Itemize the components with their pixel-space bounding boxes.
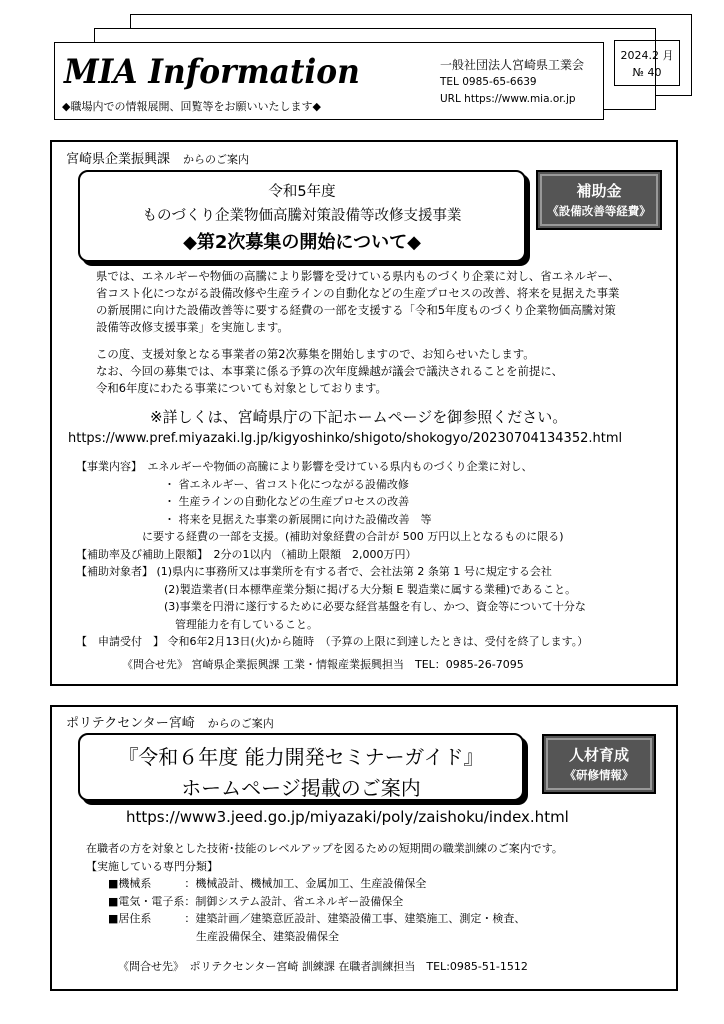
section2-title-notice: ホームページ掲載のご案内 xyxy=(181,776,421,800)
intro-line: の新展開に向けた設備改善等に要する経費の一部を支援する「令和5年度ものづくり企業物価高騰対策 xyxy=(96,303,616,317)
newsletter-title: MIA Information xyxy=(64,52,360,92)
detail-line: ・ 将来を見据えた事業の新展開に向けた設備改善 等 xyxy=(76,512,432,526)
section1-title-box xyxy=(78,170,526,262)
section1-details xyxy=(76,458,672,651)
detail-line: ・ 生産ラインの自動化などの生産プロセスの改善 xyxy=(76,495,410,508)
badge-training-sub: 《研修情報》 xyxy=(564,768,634,782)
training-line: 生産設備保全、建築設備保全 xyxy=(86,929,339,943)
training-line: ■電気・電子系：制御システム設計、省エネルギー設備保全 xyxy=(86,894,404,908)
announce-line: なお、今回の募集では、本事業に係る予算の次年度繰越が議会で議決されることを前提に、 xyxy=(96,364,564,378)
section2-from-org: ポリテクセンター宮崎 xyxy=(66,716,195,731)
detail-line: 【補助対象者】 (1)県内に事務所又は事業所を有する者で、会社法第 2 条第 1 号に規定する会社 xyxy=(76,565,552,578)
training-line: 在職者の方を対象とした技術･技能のレベルアップを図るための短期間の職業訓練のご案内です。 xyxy=(86,842,563,855)
issue-number: № 40 xyxy=(632,66,662,79)
section1-intro xyxy=(96,268,666,336)
badge-subsidy-title: 補助金 xyxy=(576,182,622,200)
section2-from-suffix: からのご案内 xyxy=(207,717,274,730)
intro-line: 県では、エネルギーや物価の高騰により影響を受けている県内ものづくり企業に対し、省エネルギー、 xyxy=(96,269,620,283)
badge-subsidy-sub: 《設備改善等経費》 xyxy=(547,204,651,218)
intro-line: 設備等改修支援事業」を実施します。 xyxy=(96,320,289,334)
training-line: ■居住系 ：建築計画／建築意匠設計、建築設備工事、建築施工、測定・検査、 xyxy=(86,912,526,925)
announce-line: 令和6年度にわたる事業についても対象としております。 xyxy=(96,381,387,395)
detail-line: (3)事業を円滑に遂行するために必要な経営基盤を有し、かつ、資金等について十分な xyxy=(76,600,586,613)
section1-title-year: 令和5年度 xyxy=(268,184,336,200)
section2-title-guide: 『令和６年度 能力開発セミナーガイド』 xyxy=(118,745,484,769)
section2-contact: 《問合せ先》 ポリテクセンター宮崎 訓練課 在職者訓練担当 TEL:0985-51-1512 xyxy=(118,960,528,973)
training-line: ■機械系 ：機械設計、機械加工、金属加工、生産設備保全 xyxy=(86,877,427,890)
section2-link[interactable]: https://www3.jeed.go.jp/miyazaki/poly/zaishoku/index.html xyxy=(126,808,569,826)
detail-line: 管理能力を有していること。 xyxy=(76,617,318,631)
section2-from xyxy=(66,712,274,731)
section1-from-org: 宮崎県企業振興課 xyxy=(66,152,171,167)
section1-from xyxy=(66,148,249,167)
section2-title-box xyxy=(78,733,524,801)
section1-title-recruit: ◆第2次募集の開始について◆ xyxy=(183,232,421,253)
detail-line: 【事業内容】 エネルギーや物価の高騰により影響を受けている県内ものづくり企業に対し、 xyxy=(76,460,533,473)
issue-box xyxy=(614,40,680,86)
intro-line: 省コスト化につながる設備改修や生産ラインの自動化などの生産プロセスの改善、将来を見据えた事業 xyxy=(96,286,620,300)
section1-contact: 《問合せ先》 宮崎県企業振興課 工業・情報産業振興担当 TEL：0985-26-7095 xyxy=(122,658,524,671)
section2-body xyxy=(86,840,666,945)
detail-line: (2)製造業者(日本標準産業分類に掲げる大分類 E 製造業に属する業種)であること。 xyxy=(76,582,577,596)
org-url[interactable]: URL https://www.mia.or.jp xyxy=(440,93,576,105)
section1-from-suffix: からのご案内 xyxy=(183,153,250,166)
announce-line: この度、支援対象となる事業者の第2次募集を開始しますので、お知らせいたします。 xyxy=(96,347,535,361)
section1-link[interactable]: https://www.pref.miyazaki.lg.jp/kigyoshinko/shigoto/shokogyo/20230704134352.html xyxy=(68,431,623,446)
detail-line: 【 申請受付 】 令和6年2月13日(火)から随時 （予算の上限に到達したときは、受付を終了します。） xyxy=(76,635,589,648)
section1-announcement xyxy=(96,346,666,397)
section1-reference-note: ※詳しくは、宮崎県庁の下記ホームページを御参照ください。 xyxy=(150,408,568,426)
badge-training-title: 人材育成 xyxy=(568,746,629,764)
org-name: 一般社団法人宮崎県工業会 xyxy=(440,58,585,72)
detail-line: ・ 省エネルギー、省コスト化につながる設備改修 xyxy=(76,477,409,491)
training-line: 【実施している専門分類】 xyxy=(86,859,218,873)
issue-date: 2024.2 月 xyxy=(620,49,674,62)
detail-line: 【補助率及び補助上限額】 2分の1以内 （補助上限額 2,000万円） xyxy=(76,547,417,561)
circulation-note: ◆職場内での情報展開、回覧等をお願いいたします◆ xyxy=(62,100,321,113)
org-tel: TEL 0985-65-6639 xyxy=(440,76,537,88)
badge-subsidy xyxy=(536,170,662,230)
badge-training xyxy=(542,734,656,794)
section1-title-project: ものづくり企業物価高騰対策設備等改修支援事業 xyxy=(142,208,462,224)
detail-line: に要する経費の一部を支援。(補助対象経費の合計が 500 万円以上となるものに限る) xyxy=(76,530,564,543)
